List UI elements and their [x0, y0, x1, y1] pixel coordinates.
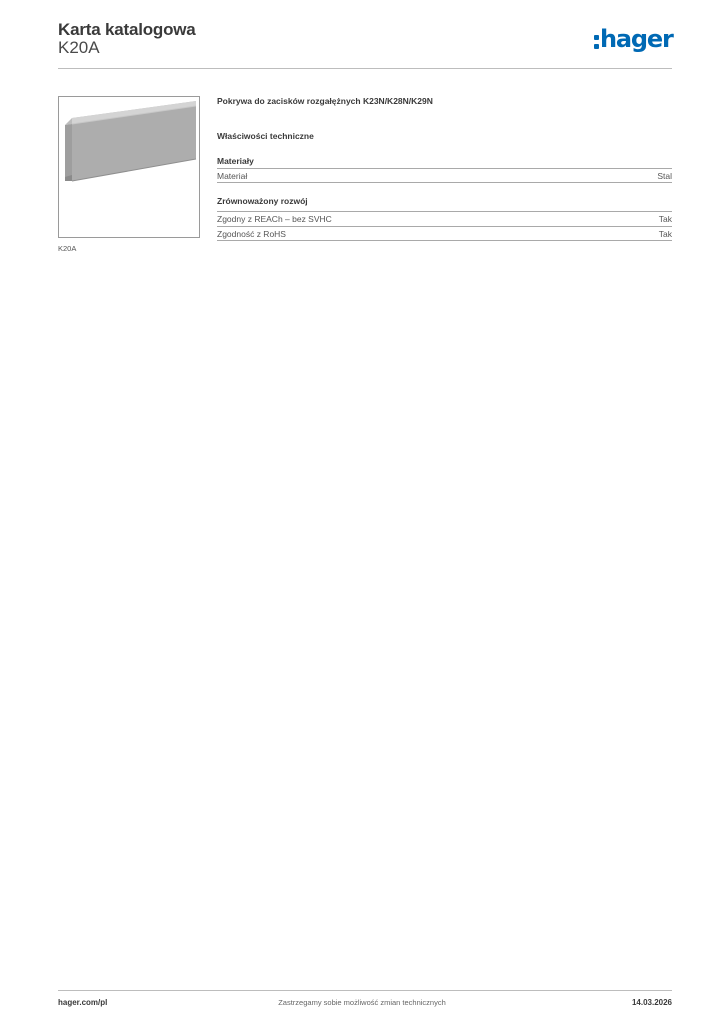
product-image-caption: K20A	[58, 244, 77, 253]
property-row	[217, 168, 672, 182]
product-title: Pokrywa do zacisków rozgałężnych K23N/K28N/K29N	[217, 96, 433, 106]
product-image	[58, 96, 200, 238]
property-key: Zgodny z REACh – bez SVHC	[217, 214, 332, 224]
footer-disclaimer: Zastrzegamy sobie możliwość zmian technicznych	[278, 998, 446, 1007]
steel-cover-product-icon	[59, 97, 199, 237]
row-divider	[217, 240, 672, 241]
group-title-materials: Materiały	[217, 156, 254, 166]
property-row	[217, 226, 672, 240]
logo-word: hager	[600, 25, 673, 53]
document-subtitle: K20A	[58, 38, 100, 57]
footer-divider	[58, 990, 672, 991]
hager-logo[interactable]	[594, 25, 674, 56]
footer-date: 14.03.2026	[631, 998, 672, 1007]
row-divider	[217, 182, 672, 183]
property-key: Materiał	[217, 171, 248, 181]
property-row	[217, 211, 672, 225]
header-divider	[58, 68, 672, 69]
property-value: Stal	[657, 171, 672, 181]
property-value: Tak	[658, 214, 672, 224]
logo-dots-icon	[594, 35, 599, 49]
group-title-sustainability: Zrównoważony rozwój	[217, 196, 308, 206]
footer-website-link[interactable]: hager.com/pl	[58, 998, 108, 1007]
property-value: Tak	[658, 229, 672, 239]
technical-properties-heading: Właściwości techniczne	[217, 131, 314, 141]
property-key: Zgodność z RoHS	[217, 229, 286, 239]
document-title: Karta katalogowa	[58, 20, 196, 39]
